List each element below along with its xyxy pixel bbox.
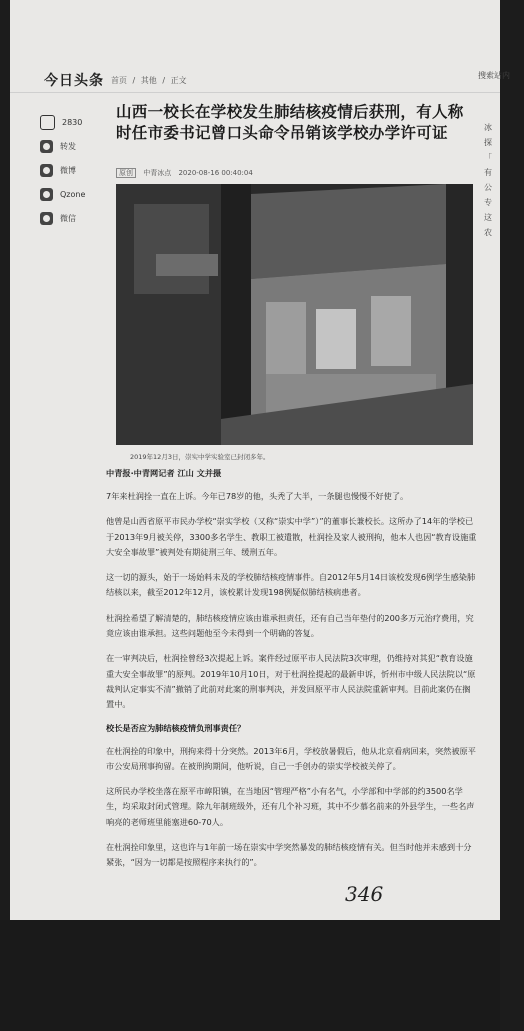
site-logo[interactable]: 今日头条 (44, 73, 104, 89)
weibo-share-button[interactable] (40, 158, 100, 182)
article-title: 山西一校长在学校发生肺结核疫情后获刑，有人称时任市委书记曾口头命令吊销该学校办学许可证 (116, 103, 464, 142)
repost-label: 转发 (60, 141, 76, 151)
breadcrumb-home[interactable]: 首页 (111, 76, 127, 85)
breadcrumb-separator: / (162, 76, 166, 85)
article-byline: 中青报·中青网记者 江山 文并摄 (106, 468, 222, 478)
article-body (106, 468, 478, 881)
weibo-icon (40, 164, 53, 177)
classroom-photo-illustration (116, 184, 473, 445)
sidebar-fragment[interactable]: 专 (484, 198, 492, 207)
sidebar-fragment[interactable]: 「 (484, 153, 492, 162)
article-time: 2020-08-16 00:40:04 (178, 169, 253, 177)
comment-button[interactable] (40, 110, 100, 134)
top-navigation-bar (10, 58, 510, 93)
breadcrumb-other[interactable]: 其他 (140, 76, 157, 85)
wechat-icon (40, 212, 53, 225)
repost-button[interactable] (40, 134, 100, 158)
paragraph: 这所民办学校坐落在原平市崞阳镇，在当地因“管理严格”小有名气，小学部和中学部的约3500名学生，均采取封闭式管理。除九年制班级外，还有几个补习班，其中不少慕名前来的外县学生，一些名声响亮的老师班里能塞进60-70人。 (106, 786, 475, 827)
handwritten-page-number: 346 (345, 882, 384, 906)
article-meta (116, 168, 258, 178)
comment-icon (40, 115, 55, 130)
table-surface (0, 920, 500, 1031)
qzone-share-button[interactable] (40, 182, 100, 206)
sidebar-fragment[interactable]: 公 (484, 183, 492, 192)
related-sidebar-cropped (484, 120, 524, 240)
paragraph: 7年来杜润拴一直在上诉。今年已78岁的他，头秃了大半，一条腿也慢慢不好使了。 (106, 491, 409, 501)
share-rail (40, 110, 100, 230)
printed-page (10, 0, 510, 930)
wechat-label: 微信 (60, 213, 76, 223)
comment-count: 2830 (62, 117, 83, 127)
sidebar-fragment[interactable]: 探 (484, 138, 492, 147)
section-heading: 校长是否应为肺结核疫情负刑事责任？ (106, 722, 246, 733)
article-photo (116, 184, 473, 445)
repost-icon (40, 140, 53, 153)
weibo-label: 微博 (60, 165, 76, 175)
sidebar-fragment[interactable]: 这 (484, 213, 492, 222)
site-search-link[interactable]: 搜索站内 (478, 71, 510, 80)
breadcrumb-separator: / (132, 76, 136, 85)
sidebar-fragment[interactable]: 农 (484, 228, 492, 237)
paragraph: 在一审判决后，杜润拴曾经3次提起上诉。案件经过原平市人民法院3次审理，仍维持对其犯“教育设施重大安全事故罪”的原判。2019年10月10日，对于杜润拴提起的最新申诉，忻州市中级人民法院以“原裁判认定事实不清”撤销了此前对此案的刑事判决，并发回原平市人民法院重新审判。目前此案仍在搁置中。 (106, 653, 476, 710)
qzone-label: Qzone (60, 189, 86, 199)
paragraph: 在杜润拴印象里，这也许与1年前一场在崇实中学突然暴发的肺结核疫情有关。但当时他并未感到十分紧张，“因为一切都是按照程序来执行的”。 (106, 842, 472, 868)
breadcrumb-current: 正文 (170, 76, 187, 85)
photo-caption: 2019年12月3日，崇实中学实验室已封闭多年。 (130, 453, 270, 461)
qzone-icon (40, 188, 53, 201)
paragraph: 杜润拴希望了解清楚的，肺结核疫情应该由谁承担责任，还有自己当年垫付的200多万元治疗费用，究竟应该由谁承担。这些问题他至今未得到一个明确的答复。 (106, 612, 474, 639)
paragraph: 这一切的源头，始于一场始料未及的学校肺结核疫情事件。自2012年5月14日该校发现6例学生感染肺结核以来，截至2012年12月，该校累计发现198例疑似肺结核病患者。 (106, 572, 476, 598)
breadcrumb (111, 75, 190, 86)
paragraph: 他曾是山西省原平市民办学校“崇实学校（又称“崇实中学”）”的董事长兼校长。这所办了14年的学校已于2013年9月被关停，3300多名学生、教职工被遣散，杜润拴及家人被刑拘，他本人也因“教育设施重大安全事故罪”被判处有期徒刑三年、缓刑五年。 (106, 516, 477, 557)
wechat-share-button[interactable] (40, 206, 100, 230)
paragraph: 在杜润拴的印象中，刑拘来得十分突然。2013年6月，学校放暑假后，他从北京看病回来，突然被原平市公安局刑事拘留。在被刑拘期间，他听说，自己一手创办的崇实学校被关停了。 (106, 745, 476, 771)
sidebar-fragment[interactable]: 冰 (484, 123, 492, 132)
sidebar-fragment[interactable]: 有 (484, 168, 492, 177)
article-source[interactable]: 中青冰点 (143, 169, 172, 177)
original-badge: 原创 (116, 168, 136, 178)
